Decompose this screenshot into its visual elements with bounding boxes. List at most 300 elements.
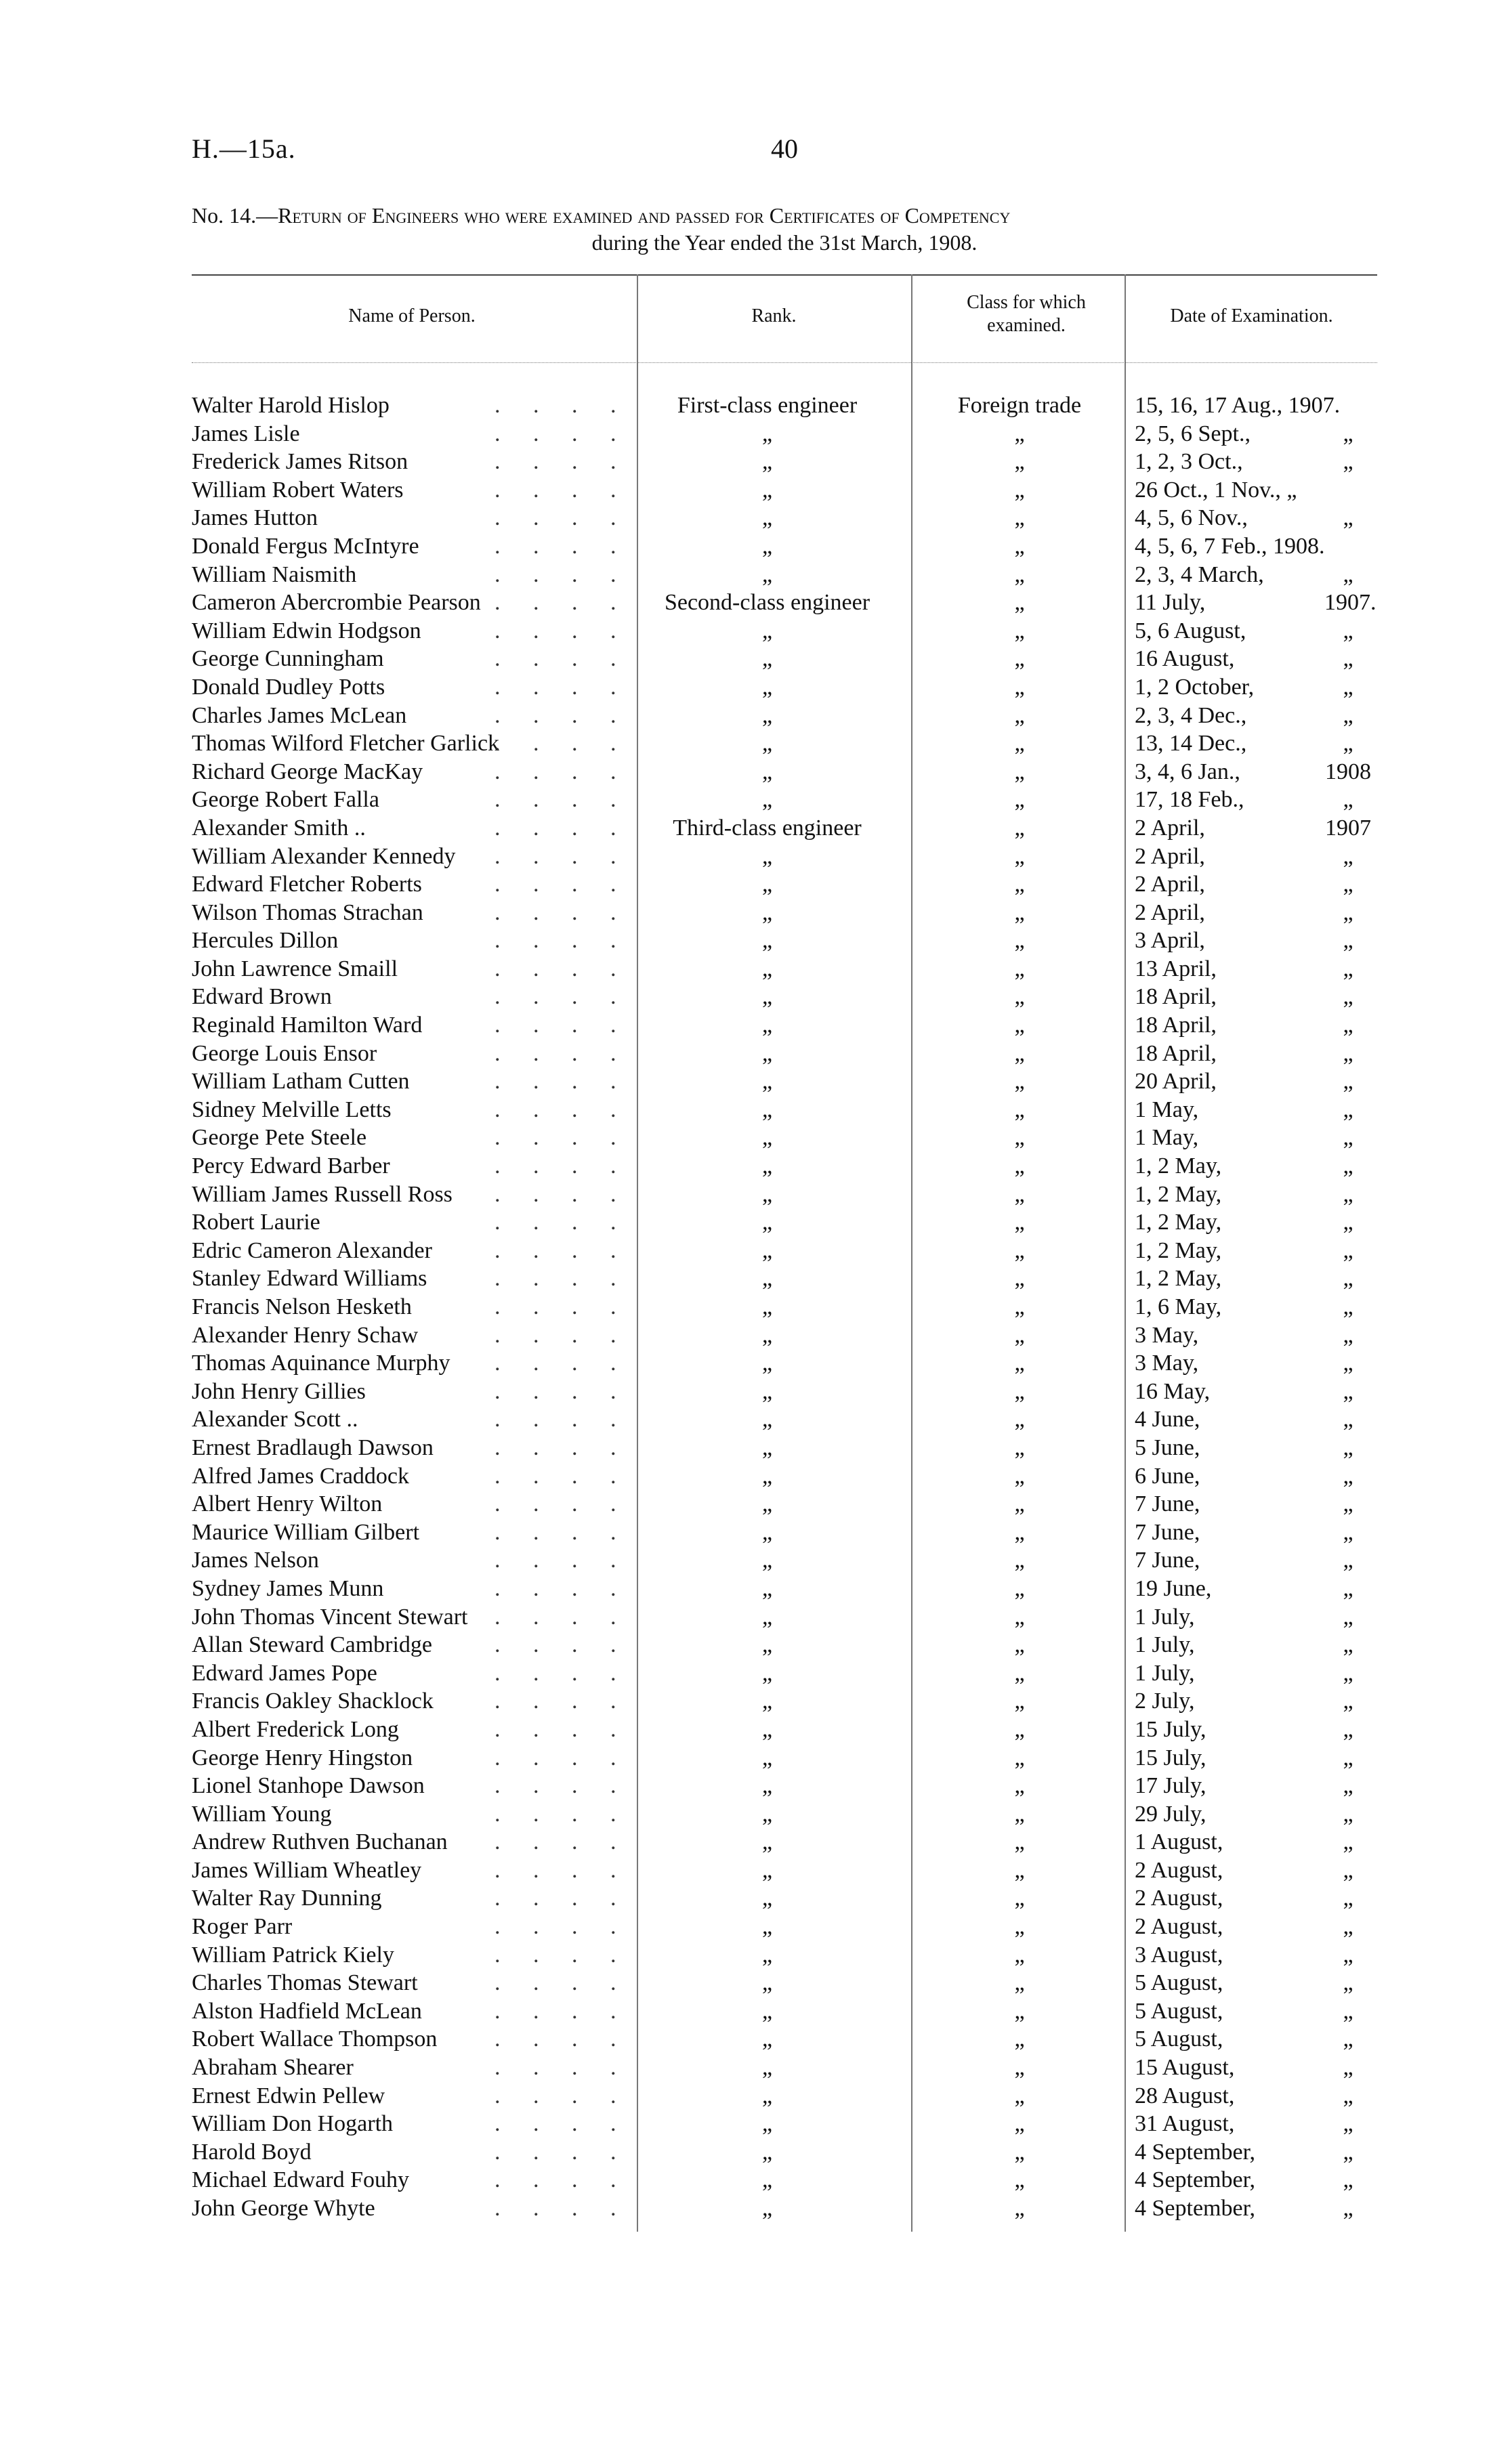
leader-dots: . . . . bbox=[495, 2055, 630, 2081]
year-cell: „ bbox=[1343, 2139, 1353, 2165]
class-cell: „ bbox=[1014, 561, 1025, 587]
date-cell: 1 May, bbox=[1135, 1097, 1199, 1122]
column-header-class: Class for which examined. bbox=[967, 292, 1086, 336]
table-title bbox=[192, 203, 1377, 228]
leader-dots: . . . . bbox=[495, 759, 630, 784]
date-cell: 5, 6 August, bbox=[1135, 618, 1246, 643]
date-cell: 2, 3, 4 Dec., bbox=[1135, 702, 1247, 728]
rank-cell: „ bbox=[761, 561, 773, 587]
leader-dots: . . . . bbox=[495, 702, 630, 728]
class-cell: „ bbox=[1014, 1013, 1025, 1038]
year-cell: „ bbox=[1343, 872, 1353, 897]
table-row bbox=[0, 2110, 1512, 2138]
person-name: Edward Fletcher Roberts bbox=[192, 872, 422, 897]
class-cell: „ bbox=[1014, 1801, 1025, 1827]
rank-cell: „ bbox=[761, 1886, 773, 1911]
date-cell: 4 September, bbox=[1135, 2139, 1256, 2165]
table-row bbox=[0, 1378, 1512, 1406]
class-cell: „ bbox=[1014, 1548, 1025, 1573]
header-top-rule bbox=[192, 274, 1377, 276]
person-name: Maurice William Gilbert bbox=[192, 1519, 420, 1545]
person-name: Edric Cameron Alexander bbox=[192, 1237, 432, 1263]
date-cell: 15 August, bbox=[1135, 2055, 1235, 2081]
class-cell: „ bbox=[1014, 1604, 1025, 1630]
date-cell: 1, 2 May, bbox=[1135, 1153, 1222, 1179]
person-name: James Hutton bbox=[192, 505, 318, 531]
table-row bbox=[0, 955, 1512, 983]
date-cell: 4 September, bbox=[1135, 2167, 1256, 2193]
table-row bbox=[0, 617, 1512, 645]
table-row bbox=[0, 1208, 1512, 1237]
table-row bbox=[0, 1969, 1512, 1997]
rank-cell: „ bbox=[761, 2139, 773, 2165]
leader-dots: . . . . bbox=[495, 1378, 630, 1404]
date-cell: 29 July, bbox=[1135, 1801, 1206, 1827]
table-row bbox=[0, 1856, 1512, 1885]
class-cell: „ bbox=[1014, 2111, 1025, 2137]
rank-cell: „ bbox=[761, 2083, 773, 2108]
class-cell: „ bbox=[1014, 1210, 1025, 1235]
rank-cell: „ bbox=[761, 1237, 773, 1263]
rank-cell: „ bbox=[761, 1745, 773, 1770]
rank-cell: „ bbox=[761, 1210, 773, 1235]
class-cell: „ bbox=[1014, 2139, 1025, 2165]
table-row bbox=[0, 1828, 1512, 1856]
date-cell: 28 August, bbox=[1135, 2083, 1235, 2108]
person-name: Robert Laurie bbox=[192, 1210, 320, 1235]
rank-cell: „ bbox=[761, 1942, 773, 1968]
person-name: Francis Oakley Shacklock bbox=[192, 1688, 434, 1714]
rank-cell: „ bbox=[761, 1857, 773, 1883]
date-cell: 5 August, bbox=[1135, 2026, 1223, 2052]
class-cell: „ bbox=[1014, 1435, 1025, 1460]
leader-dots: . . . . bbox=[495, 1491, 630, 1517]
table-row bbox=[0, 391, 1512, 420]
year-cell: „ bbox=[1343, 2111, 1353, 2137]
leader-dots: . . . . bbox=[495, 1210, 630, 1235]
year-cell: „ bbox=[1343, 505, 1353, 531]
person-name: William Young bbox=[192, 1801, 332, 1827]
table-row bbox=[0, 476, 1512, 505]
rank-cell: „ bbox=[761, 1632, 773, 1658]
leader-dots: . . . . bbox=[495, 899, 630, 925]
class-cell: „ bbox=[1014, 2083, 1025, 2108]
year-cell: „ bbox=[1343, 702, 1353, 728]
leader-dots: . . . . bbox=[495, 533, 630, 559]
year-cell: „ bbox=[1343, 1942, 1353, 1968]
table-row bbox=[0, 983, 1512, 1011]
leader-dots: . . . . bbox=[495, 1886, 630, 1911]
class-cell: „ bbox=[1014, 1097, 1025, 1122]
rank-cell: „ bbox=[761, 1604, 773, 1630]
person-name: Walter Ray Dunning bbox=[192, 1886, 382, 1911]
person-name: Charles Thomas Stewart bbox=[192, 1970, 418, 1996]
table-row bbox=[0, 1349, 1512, 1378]
year-cell: „ bbox=[1343, 2055, 1353, 2081]
person-name: Richard George MacKay bbox=[192, 759, 423, 784]
rank-cell: „ bbox=[761, 1575, 773, 1601]
person-name: Abraham Shearer bbox=[192, 2055, 354, 2081]
leader-dots: . . . . bbox=[495, 1716, 630, 1742]
person-name: William Don Hogarth bbox=[192, 2111, 394, 2137]
table-row bbox=[0, 1631, 1512, 1659]
table-row bbox=[0, 1518, 1512, 1547]
table-row bbox=[0, 645, 1512, 673]
table-row bbox=[0, 814, 1512, 843]
leader-dots: . . . . bbox=[495, 1548, 630, 1573]
rank-cell: Third-class engineer bbox=[673, 815, 862, 841]
leader-dots: . . . . bbox=[495, 561, 630, 587]
table-row bbox=[0, 1913, 1512, 1941]
person-name: John Thomas Vincent Stewart bbox=[192, 1604, 468, 1630]
table-row bbox=[0, 1997, 1512, 2026]
date-cell: 1, 6 May, bbox=[1135, 1294, 1222, 1319]
class-cell: „ bbox=[1014, 1970, 1025, 1996]
leader-dots: . . . . bbox=[495, 1097, 630, 1122]
rank-cell: „ bbox=[761, 1829, 773, 1855]
date-cell: 18 April, bbox=[1135, 1040, 1217, 1066]
header-bottom-rule bbox=[192, 362, 1377, 363]
rank-cell: Second-class engineer bbox=[664, 590, 870, 616]
leader-dots: . . . . bbox=[495, 1237, 630, 1263]
date-cell: 26 Oct., 1 Nov., „ bbox=[1135, 477, 1297, 503]
leader-dots: . . . . bbox=[495, 2196, 630, 2221]
table-row bbox=[0, 1237, 1512, 1265]
table-row bbox=[0, 448, 1512, 476]
date-cell: 19 June, bbox=[1135, 1575, 1212, 1601]
leader-dots: . . . . bbox=[495, 1040, 630, 1066]
table-row bbox=[0, 420, 1512, 448]
class-cell: „ bbox=[1014, 731, 1025, 757]
class-cell: „ bbox=[1014, 1942, 1025, 1968]
class-cell: „ bbox=[1014, 1716, 1025, 1742]
date-cell: 6 June, bbox=[1135, 1463, 1200, 1489]
class-cell: „ bbox=[1014, 1322, 1025, 1348]
table-row bbox=[0, 1800, 1512, 1829]
rank-cell: „ bbox=[761, 505, 773, 531]
leader-dots: . . . . bbox=[495, 1069, 630, 1095]
leader-dots: . . . . bbox=[495, 674, 630, 700]
rank-cell: „ bbox=[761, 843, 773, 869]
table-row bbox=[0, 1152, 1512, 1181]
class-cell: „ bbox=[1014, 1660, 1025, 1686]
leader-dots: . . . . bbox=[495, 1266, 630, 1292]
date-cell: 1 July, bbox=[1135, 1660, 1195, 1686]
year-cell: „ bbox=[1343, 421, 1353, 446]
year-cell: „ bbox=[1343, 449, 1353, 475]
person-name: James William Wheatley bbox=[192, 1857, 422, 1883]
date-cell: 1, 2 May, bbox=[1135, 1266, 1222, 1292]
year-cell: „ bbox=[1343, 1040, 1353, 1066]
person-name: Donald Dudley Potts bbox=[192, 674, 385, 700]
rank-cell: „ bbox=[761, 2167, 773, 2193]
year-cell: „ bbox=[1343, 956, 1353, 981]
rank-cell: „ bbox=[761, 533, 773, 559]
year-cell: „ bbox=[1343, 731, 1353, 757]
rank-cell: „ bbox=[761, 1181, 773, 1207]
rank-cell: „ bbox=[761, 2026, 773, 2052]
person-name: Frederick James Ritson bbox=[192, 449, 408, 475]
year-cell: „ bbox=[1343, 1632, 1353, 1658]
year-cell: „ bbox=[1343, 1351, 1353, 1376]
rank-cell: „ bbox=[761, 1351, 773, 1376]
leader-dots: . . . . bbox=[495, 449, 630, 475]
person-name: William Alexander Kennedy bbox=[192, 843, 456, 869]
year-cell: „ bbox=[1343, 1688, 1353, 1714]
year-cell: „ bbox=[1343, 1604, 1353, 1630]
class-cell: „ bbox=[1014, 505, 1025, 531]
year-cell: „ bbox=[1343, 1998, 1353, 2024]
date-cell: 18 April, bbox=[1135, 1013, 1217, 1038]
person-name: Thomas Aquinance Murphy bbox=[192, 1351, 450, 1376]
year-cell: „ bbox=[1343, 1829, 1353, 1855]
person-name: George Cunningham bbox=[192, 646, 384, 672]
leader-dots: . . . . bbox=[495, 618, 630, 643]
class-cell: „ bbox=[1014, 618, 1025, 643]
leader-dots: . . . . bbox=[495, 1942, 630, 1968]
table-row bbox=[0, 1405, 1512, 1434]
person-name: George Robert Falla bbox=[192, 787, 379, 813]
table-row bbox=[0, 1462, 1512, 1491]
year-cell: „ bbox=[1343, 984, 1353, 1010]
person-name: Lionel Stanhope Dawson bbox=[192, 1773, 425, 1799]
table-row bbox=[0, 1687, 1512, 1716]
leader-dots: . . . . bbox=[495, 1970, 630, 1996]
table-row bbox=[0, 1434, 1512, 1462]
class-cell: „ bbox=[1014, 1745, 1025, 1770]
leader-dots: . . . . bbox=[495, 1604, 630, 1630]
person-name: Francis Nelson Hesketh bbox=[192, 1294, 412, 1319]
rank-cell: „ bbox=[761, 1378, 773, 1404]
rank-cell: „ bbox=[761, 1660, 773, 1686]
date-cell: 16 August, bbox=[1135, 646, 1235, 672]
rank-cell: „ bbox=[761, 928, 773, 954]
table-row bbox=[0, 927, 1512, 955]
year-cell: „ bbox=[1343, 787, 1353, 813]
year-cell: 1907. bbox=[1324, 590, 1377, 616]
rank-cell: First-class engineer bbox=[677, 393, 858, 418]
table-row bbox=[0, 1546, 1512, 1575]
leader-dots: . . . . bbox=[495, 1125, 630, 1151]
year-cell: „ bbox=[1343, 1773, 1353, 1799]
class-cell: „ bbox=[1014, 1632, 1025, 1658]
date-cell: 13, 14 Dec., bbox=[1135, 731, 1247, 757]
person-name: Michael Edward Fouhy bbox=[192, 2167, 410, 2193]
leader-dots: . . . . bbox=[495, 956, 630, 981]
date-cell: 1 May, bbox=[1135, 1125, 1199, 1151]
class-cell: „ bbox=[1014, 1575, 1025, 1601]
table-row bbox=[0, 1265, 1512, 1293]
person-name: Thomas Wilford Fletcher Garlick bbox=[192, 731, 500, 757]
year-cell: „ bbox=[1343, 1660, 1353, 1686]
leader-dots: . . . . bbox=[495, 1435, 630, 1460]
date-cell: 2, 5, 6 Sept., bbox=[1135, 421, 1251, 446]
date-cell: 17, 18 Feb., bbox=[1135, 787, 1244, 813]
date-cell: 3 August, bbox=[1135, 1942, 1223, 1968]
person-name: Ernest Bradlaugh Dawson bbox=[192, 1435, 434, 1460]
rank-cell: „ bbox=[761, 1688, 773, 1714]
table-row bbox=[0, 532, 1512, 561]
date-cell: 1 July, bbox=[1135, 1632, 1195, 1658]
date-cell: 11 July, bbox=[1135, 590, 1206, 616]
table-row bbox=[0, 899, 1512, 927]
year-cell: „ bbox=[1343, 1407, 1353, 1432]
person-name: Robert Wallace Thompson bbox=[192, 2026, 438, 2052]
leader-dots: . . . . bbox=[495, 1153, 630, 1179]
person-name: George Henry Hingston bbox=[192, 1745, 413, 1770]
year-cell: „ bbox=[1343, 1069, 1353, 1095]
date-cell: 18 April, bbox=[1135, 984, 1217, 1010]
rank-cell: „ bbox=[761, 2196, 773, 2221]
rank-cell: „ bbox=[761, 646, 773, 672]
class-cell: „ bbox=[1014, 1040, 1025, 1066]
rank-cell: „ bbox=[761, 1266, 773, 1292]
person-name: William James Russell Ross bbox=[192, 1181, 453, 1207]
date-cell: 31 August, bbox=[1135, 2111, 1235, 2137]
class-cell: „ bbox=[1014, 1519, 1025, 1545]
leader-dots: . . . . bbox=[495, 393, 630, 418]
year-cell: „ bbox=[1343, 618, 1353, 643]
year-cell: „ bbox=[1343, 1435, 1353, 1460]
date-cell: 16 May, bbox=[1135, 1378, 1211, 1404]
leader-dots: . . . . bbox=[495, 787, 630, 813]
table-row bbox=[0, 1772, 1512, 1800]
class-cell: „ bbox=[1014, 702, 1025, 728]
date-cell: 15 July, bbox=[1135, 1745, 1206, 1770]
class-cell: „ bbox=[1014, 787, 1025, 813]
leader-dots: . . . . bbox=[495, 1773, 630, 1799]
year-cell: „ bbox=[1343, 843, 1353, 869]
person-name: Sydney James Munn bbox=[192, 1575, 384, 1601]
class-cell: „ bbox=[1014, 1153, 1025, 1179]
date-cell: 4 September, bbox=[1135, 2196, 1256, 2221]
table-row bbox=[0, 1659, 1512, 1688]
page-number: 40 bbox=[771, 133, 798, 164]
leader-dots: . . . . bbox=[495, 1575, 630, 1601]
person-name: William Edwin Hodgson bbox=[192, 618, 421, 643]
person-name: Andrew Ruthven Buchanan bbox=[192, 1829, 448, 1855]
leader-dots: . . . . bbox=[495, 505, 630, 531]
table-row bbox=[0, 2194, 1512, 2223]
date-cell: 17 July, bbox=[1135, 1773, 1206, 1799]
date-cell: 2, 3, 4 March, bbox=[1135, 561, 1264, 587]
date-cell: 1 August, bbox=[1135, 1829, 1223, 1855]
table-row bbox=[0, 2138, 1512, 2167]
class-cell: „ bbox=[1014, 984, 1025, 1010]
person-name: Albert Frederick Long bbox=[192, 1716, 399, 1742]
rank-cell: „ bbox=[761, 787, 773, 813]
person-name: William Robert Waters bbox=[192, 477, 404, 503]
table-row bbox=[0, 1490, 1512, 1518]
year-cell: „ bbox=[1343, 2083, 1353, 2108]
class-cell: „ bbox=[1014, 1407, 1025, 1432]
rank-cell: „ bbox=[761, 1548, 773, 1573]
table-row bbox=[0, 1575, 1512, 1603]
table-row bbox=[0, 1096, 1512, 1124]
date-cell: 7 June, bbox=[1135, 1519, 1200, 1545]
person-name: Charles James McLean bbox=[192, 702, 407, 728]
column-header-date: Date of Examination. bbox=[1170, 305, 1333, 326]
table-row bbox=[0, 673, 1512, 702]
table-row bbox=[0, 504, 1512, 532]
person-name: Harold Boyd bbox=[192, 2139, 312, 2165]
leader-dots: . . . . bbox=[495, 477, 630, 503]
year-cell: „ bbox=[1343, 928, 1353, 954]
rank-cell: „ bbox=[761, 1013, 773, 1038]
person-name: Donald Fergus McIntyre bbox=[192, 533, 419, 559]
leader-dots: . . . . bbox=[495, 928, 630, 954]
class-cell: „ bbox=[1014, 674, 1025, 700]
year-cell: „ bbox=[1343, 1519, 1353, 1545]
year-cell: „ bbox=[1343, 1575, 1353, 1601]
rank-cell: „ bbox=[761, 1491, 773, 1517]
year-cell: 1907 bbox=[1325, 815, 1371, 841]
class-cell: „ bbox=[1014, 590, 1025, 616]
class-cell: Foreign trade bbox=[957, 393, 1082, 418]
class-cell: „ bbox=[1014, 759, 1025, 784]
leader-dots: . . . . bbox=[495, 1914, 630, 1940]
leader-dots: . . . . bbox=[495, 1660, 630, 1686]
class-cell: „ bbox=[1014, 1491, 1025, 1517]
person-name: Alexander Smith .. bbox=[192, 815, 366, 841]
class-cell: „ bbox=[1014, 1914, 1025, 1940]
leader-dots: . . . . bbox=[495, 1013, 630, 1038]
table-row bbox=[0, 1716, 1512, 1744]
year-cell: „ bbox=[1343, 1914, 1353, 1940]
class-cell: „ bbox=[1014, 815, 1025, 841]
leader-dots: . . . . bbox=[495, 1519, 630, 1545]
class-cell: „ bbox=[1014, 1294, 1025, 1319]
table-row bbox=[0, 2025, 1512, 2054]
table-row bbox=[0, 1181, 1512, 1209]
date-cell: 3, 4, 6 Jan., bbox=[1135, 759, 1240, 784]
person-name: George Pete Steele bbox=[192, 1125, 367, 1151]
table-row bbox=[0, 870, 1512, 899]
year-cell: „ bbox=[1343, 646, 1353, 672]
year-cell: „ bbox=[1343, 1716, 1353, 1742]
rank-cell: „ bbox=[761, 1069, 773, 1095]
table-row bbox=[0, 561, 1512, 589]
table-row bbox=[0, 786, 1512, 814]
year-cell: „ bbox=[1343, 899, 1353, 925]
leader-dots: . . . . bbox=[495, 984, 630, 1010]
class-cell: „ bbox=[1014, 1351, 1025, 1376]
rank-cell: „ bbox=[761, 984, 773, 1010]
year-cell: „ bbox=[1343, 1237, 1353, 1263]
leader-dots: . . . . bbox=[495, 1829, 630, 1855]
class-cell: „ bbox=[1014, 843, 1025, 869]
leader-dots: . . . . bbox=[495, 2167, 630, 2193]
person-name: John Lawrence Smaill bbox=[192, 956, 398, 981]
rank-cell: „ bbox=[761, 2055, 773, 2081]
person-name: John Henry Gillies bbox=[192, 1378, 366, 1404]
year-cell: „ bbox=[1343, 2196, 1353, 2221]
leader-dots: . . . . bbox=[495, 421, 630, 446]
rank-cell: „ bbox=[761, 421, 773, 446]
rank-cell: „ bbox=[761, 1294, 773, 1319]
date-cell: 20 April, bbox=[1135, 1069, 1217, 1095]
class-cell: „ bbox=[1014, 1181, 1025, 1207]
rank-cell: „ bbox=[761, 759, 773, 784]
table-row bbox=[0, 1124, 1512, 1152]
rank-cell: „ bbox=[761, 702, 773, 728]
person-name: John George Whyte bbox=[192, 2196, 375, 2221]
table-row bbox=[0, 729, 1512, 758]
class-cell: „ bbox=[1014, 1237, 1025, 1263]
date-cell: 4 June, bbox=[1135, 1407, 1200, 1432]
rank-cell: „ bbox=[761, 1040, 773, 1066]
person-name: Wilson Thomas Strachan bbox=[192, 899, 423, 925]
